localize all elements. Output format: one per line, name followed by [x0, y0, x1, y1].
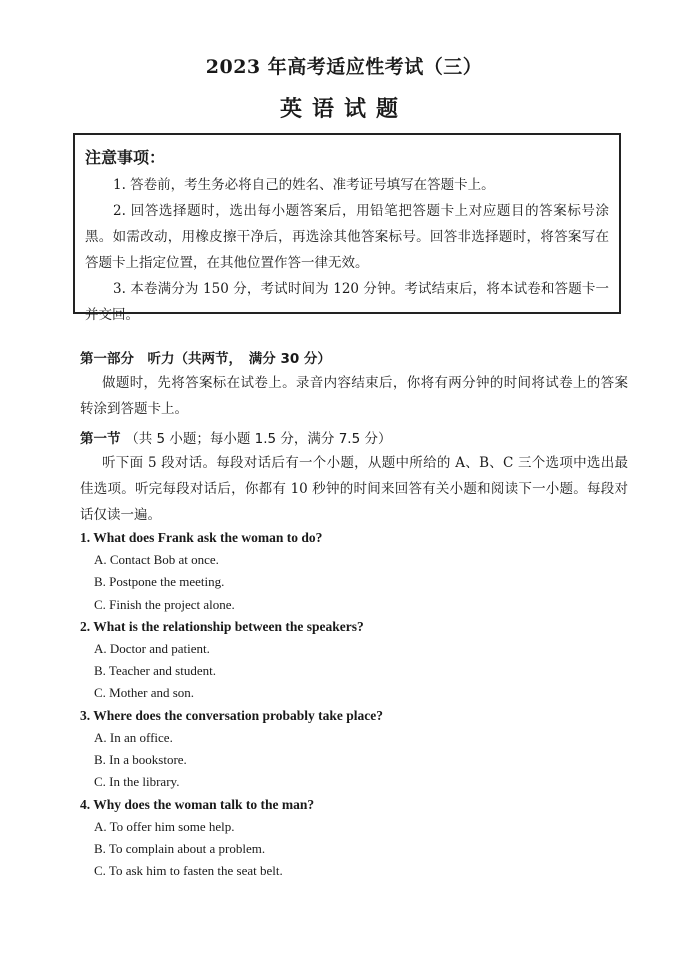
question-2: [80, 616, 628, 705]
question-stem: 4. Why does the woman talk to the man?: [80, 796, 315, 812]
section1-heading-detail: （共 5 小题；每小题 1.5 分，满分 7.5 分）: [125, 431, 392, 447]
part1-heading: 第一部分 听力（共两节， 满分 30 分）: [80, 351, 331, 367]
option-b: B. Teacher and student.: [94, 663, 216, 679]
option-a: A. Contact Bob at once.: [94, 552, 219, 567]
option-a: A. In an office.: [94, 729, 173, 745]
notice-item: 3. 本卷满分为 150 分，考试时间为 120 分钟。考试结束后，将本试卷和答题卡一并交回。: [85, 281, 609, 323]
option-b: B. To complain about a problem.: [94, 840, 266, 856]
option-c: C. Mother and son.: [94, 685, 195, 701]
option-c: C. Finish the project alone.: [94, 596, 235, 612]
notice-item: 2. 回答选择题时，选出每小题答案后，用铅笔把答题卡上对应题目的答案标号涂黑。如需改动，用橡皮擦干净后，再选涂其他答案标号。回答非选择题时，将答案写在答题卡上指定位置，在其他位置作答一律无效。: [85, 203, 609, 271]
subject-title: 英语试题: [279, 96, 408, 122]
exam-title: 2023 年高考适应性考试（三）: [205, 56, 483, 78]
question-stem: 1. What does Frank ask the woman to do?: [80, 530, 323, 545]
section1-heading: [80, 428, 628, 450]
notice-box: [73, 133, 621, 323]
part1-section: [80, 348, 628, 422]
option-a: A. Doctor and patient.: [94, 640, 210, 656]
section1-heading-label: 第一节: [80, 431, 121, 447]
question-stem: 2. What is the relationship between the speakers?: [80, 618, 364, 634]
section1-instruction: 听下面 5 段对话。每段对话后有一个小题，从题中所给的 A、B、C 三个选项中选出最佳选项。听完每段对话后，你都有 10 秒钟的时间来回答有关小题和阅读下一小题。每段对话仅读一遍。: [80, 455, 628, 523]
option-b: B. In a bookstore.: [94, 752, 187, 768]
option-b: B. Postpone the meeting.: [94, 574, 225, 590]
option-a: A. To offer him some help.: [94, 818, 235, 834]
question-4: [80, 794, 628, 883]
notice-heading: 注意事项：: [85, 148, 166, 167]
notice-item: 1. 答卷前，考生务必将自己的姓名、准考证号填写在答题卡上。: [113, 177, 495, 193]
option-c: C. In the library.: [94, 774, 180, 790]
question-stem: 3. Where does the conversation probably take place?: [80, 707, 383, 723]
question-3: [80, 705, 628, 794]
part1-instruction: 做题时，先将答案标在试卷上。录音内容结束后，你将有两分钟的时间将试卷上的答案转涂到答题卡上。: [80, 375, 628, 417]
question-1: [80, 527, 628, 616]
section1: [80, 428, 628, 528]
option-c: C. To ask him to fasten the seat belt.: [94, 863, 283, 879]
question-list: [80, 527, 628, 883]
